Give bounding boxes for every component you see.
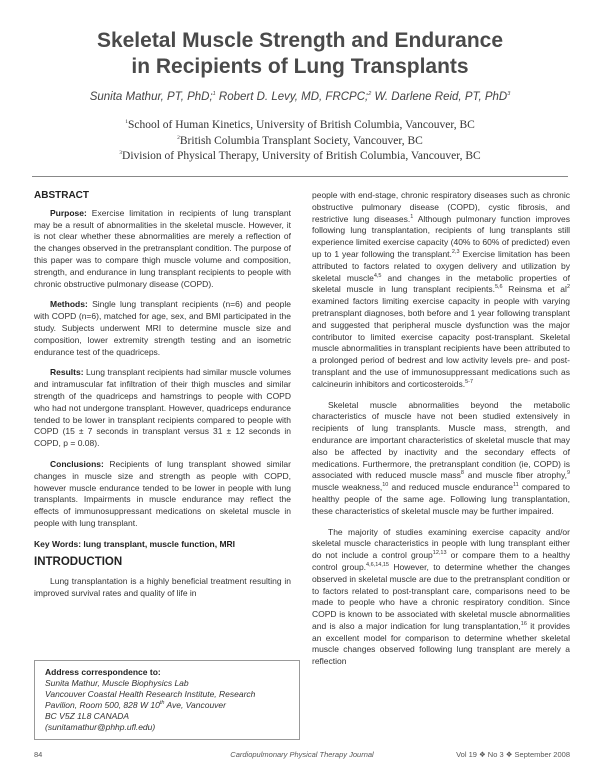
citation: 4,5 (373, 272, 382, 279)
left-column (34, 190, 291, 609)
address-street: Pavilion, Room 500, 828 W 10 (45, 700, 160, 710)
abstract-methods (34, 299, 291, 358)
author-3-affil: 3 (507, 91, 511, 98)
methods-text: Single lung transplant recipients (n=6) and people with COPD (n=6), matched for age, sex, and BMI participated in the study. Subjects underwent MRI to determine muscle size and composition, lower extremity strength testing and an isometric endurance test of the quadriceps. (34, 299, 291, 357)
correspondence-line-2: Vancouver Coastal Health Research Institute, Research (45, 689, 256, 699)
citation: 2 (566, 284, 570, 291)
citation: 5-7 (465, 378, 474, 385)
results-label: Results: (50, 367, 84, 378)
correspondence-email: (sunitamathur@phhp.ufl.edu) (45, 722, 156, 732)
text-run: muscle weakness, (312, 482, 383, 493)
results-text: Lung transplant recipients had similar muscle volumes and intramuscular fat infiltration of their thigh muscles and similar strength of the quadriceps and hamstrings to people with COPD who had not undergone transplant. However, quadriceps endurance tended to be lower in transplant recipients compared to people with COPD (15 ± 7 seconds in transplant versus 31 ± 12 seconds in COPD, p = 0.08). (34, 367, 291, 449)
citation: 2,3 (451, 249, 460, 256)
text-run: Exercise limitation has been attributed to factors related to oxygen delivery and utilization by skeletal muscle (312, 248, 570, 283)
citation: 9 (566, 470, 570, 477)
correspondence-heading: Address correspondence to: (45, 667, 161, 677)
citation: 12,13 (432, 550, 447, 557)
abstract-conclusions (34, 459, 291, 530)
header-divider (32, 176, 568, 177)
text-run: Although pulmonary function improves following lung transplantation, recipients of lung transplants still experience limited exercise capacity (40% to 60% of predicted) even up to 1 year following the transplant. (312, 213, 570, 259)
author-1-affil: 1 (212, 91, 216, 98)
correspondence-line-4: BC V5Z 1L8 CANADA (45, 711, 130, 721)
correspondence-box (34, 660, 300, 740)
text-run: The majority of studies examining exercise capacity and/or skeletal muscle characteristics in people with lung transplant either do not include a control group (312, 526, 570, 561)
text-run: or compare them to a healthy control group. (312, 550, 571, 572)
conclusions-text: Recipients of lung transplant showed similar changes in muscle size and strength as people with COPD, however muscle endurance tended to be lower in people with lung transplants. Impairments in muscle endurance may reflect the effects of immunosuppressant medications on skeletal muscle in people with lung transplant. (34, 458, 291, 528)
text-run: and reduced muscle endurance (388, 482, 514, 493)
title-line-2: in Recipients of Lung Transplants (131, 55, 469, 78)
ordinal-suffix: th (159, 700, 165, 707)
affiliation-2-text: British Columbia Transplant Society, Vancouver, BC (179, 134, 423, 147)
text-run: compared to healthy people of the same age. Following lung transplantation, these characteristics of skeletal muscle may be further impaired. (312, 482, 570, 516)
abstract-heading: ABSTRACT (34, 190, 89, 201)
body-paragraph-1 (312, 190, 570, 391)
correspondence-line-3 (45, 700, 291, 711)
text-run: Skeletal muscle abnormalities beyond the metabolic characteristics of muscle have not been studied extensively in recipients of lung transplants. Muscle mass, strength, and endurance are important characteristics of skeletal muscle that may also be affected by inactivity and the secondary effects of medications. Furthermore, the pretransplant condition (ie, COPD) is associated with reduced muscle mass (312, 399, 570, 481)
affiliation-list (0, 118, 600, 165)
text-run: Reinsma et al (502, 284, 567, 295)
intro-paragraph-1: Lung transplantation is a highly beneficial treatment resulting in improved survival rates and quality of life in (34, 576, 291, 599)
conclusions-label: Conclusions: (50, 458, 104, 469)
correspondence-line-1: Sunita Mathur, Muscle Biophysics Lab (45, 678, 189, 688)
text-run: and muscle fiber atrophy, (463, 470, 567, 481)
address-city: Ave, Vancouver (164, 700, 226, 710)
abstract-purpose (34, 208, 291, 291)
author-2-affil: 2 (368, 91, 372, 98)
text-run: people with end-stage, chronic respiratory diseases such as chronic obstructive pulmonary disease (COPD), cystic fibrosis, and restrictive lung diseases. (312, 190, 570, 224)
volume-info: Vol 19 ❖ No 3 ❖ September 2008 (456, 750, 570, 759)
author-list (0, 91, 600, 103)
affiliation-3-num: 3 (119, 150, 123, 157)
author-1: Sunita Mathur, PT, PhD; (89, 91, 213, 103)
page-footer (34, 750, 570, 762)
affiliation-1-text: School of Human Kinetics, University of British Columbia, Vancouver, BC (127, 119, 475, 131)
affiliation-3-text: Division of Physical Therapy, University of British Columbia, Vancouver, BC (122, 150, 481, 162)
page-number: 84 (34, 750, 43, 759)
methods-label: Methods: (50, 299, 88, 310)
text-run: it provides an excellent model for comparison to determine whether skeletal muscle changes observed following lung transplant are merely a reflection (312, 620, 570, 667)
citation: 5,6 (494, 284, 503, 291)
abstract-results (34, 367, 291, 450)
affiliation-1 (0, 118, 600, 134)
text-run: However, to determine whether the changes observed in skeletal muscle are due to the pretransplant condition or to factors related to post-transplant care, comparisons need to be made to people who have a chronic respiratory condition. Since COPD is known to be associated with skeletal muscle abnormalities and is also a major indication for lung transplantation, (312, 561, 570, 631)
right-column (312, 190, 570, 677)
author-3: W. Darlene Reid, PT, PhD (371, 91, 508, 103)
affiliation-3 (0, 149, 600, 165)
text-run: examined factors limiting exercise capacity in people with varying pretransplant diagnoses, both before and 1 year following transplant and suggested that peripheral muscle dysfunction was the major contributor to limited exercise capacity post-transplant. Skeletal muscle abnormalities in transplant recipients have been attributed to a prolonged period of bedrest and low activity levels pre- and post-transplant and the use of immunosuppressant medications such as calcineurin inhibitors and corticosteroids. (312, 296, 570, 389)
affiliation-2 (0, 134, 600, 150)
author-2: Robert D. Levy, MD, FRCPC; (215, 91, 369, 103)
affiliation-1-num: 1 (125, 119, 128, 126)
affiliation-2-num: 2 (177, 134, 180, 141)
purpose-text: Exercise limitation in recipients of lung transplant may be a result of abnormalities in the skeletal muscle. However, it is not clear whether these abnormalities are merely a reflection of the changes observed in the pretransplant condition. The purpose of this paper was to compare thigh muscle volume and composition, strength, and endurance in lung transplant recipients to people with chronic obstructive pulmonary disease (COPD). (34, 207, 291, 289)
purpose-label: Purpose: (50, 207, 87, 218)
citation: 8 (460, 470, 464, 477)
keywords: Key Words: lung transplant, muscle function, MRI (34, 538, 236, 549)
citation: 4,6,14,15 (366, 562, 389, 569)
body-paragraph-3 (312, 527, 570, 669)
citation: 16 (520, 621, 527, 628)
citation: 10 (382, 482, 389, 489)
title-line-1: Skeletal Muscle Strength and Endurance (96, 29, 504, 52)
text-run: and changes in the metabolic properties of skeletal muscle in lung transplant recipients. (312, 272, 571, 295)
body-paragraph-2 (312, 400, 570, 518)
journal-name: Cardiopulmonary Physical Therapy Journal (230, 750, 374, 759)
introduction-heading: INTRODUCTION (34, 555, 123, 568)
citation: 11 (513, 482, 519, 489)
paper-title (0, 28, 600, 80)
citation: 1 (410, 213, 414, 220)
